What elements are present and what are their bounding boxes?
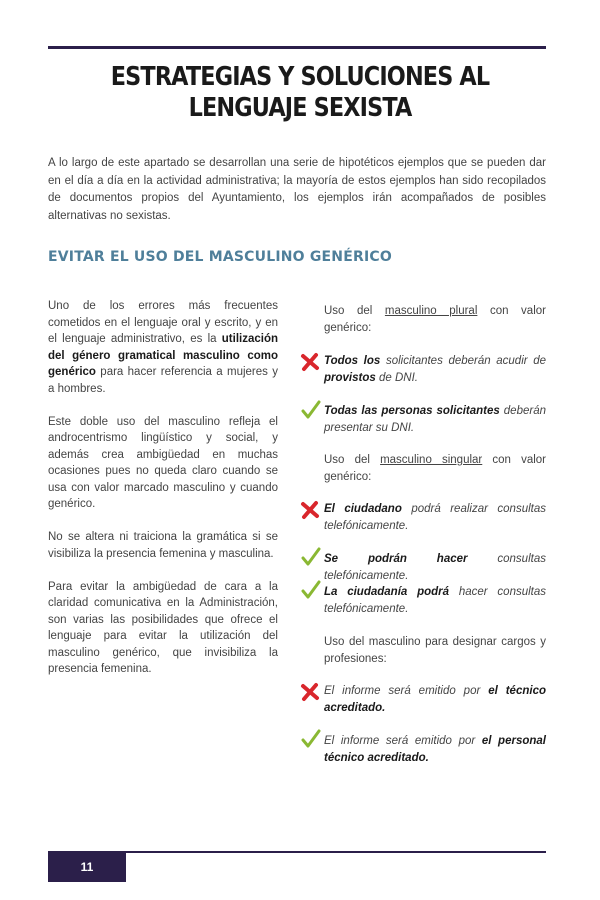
cargos-intro: Uso del masculino para designar cargos y profesiones: — [324, 636, 546, 665]
example-text: podrá realizar consultas telefónicamente. — [324, 503, 546, 532]
cross-icon — [300, 682, 320, 702]
example-incorrect-cargo — [324, 683, 546, 716]
plural-intro — [324, 303, 546, 336]
intro-text: con valor genérico: — [324, 305, 546, 334]
example-text: consultas telefónicamente. — [324, 553, 546, 582]
section-heading: EVITAR EL USO DEL MASCULINO GENÉRICO — [48, 249, 392, 265]
underlined-term: masculino singular — [380, 454, 483, 466]
bold-text: Todas las personas solicitantes — [324, 405, 500, 417]
example-incorrect-singular — [324, 501, 546, 534]
example-text: hacer consultas telefónicamente. — [324, 586, 547, 615]
paragraph-ambiguity: Para evitar la ambigüedad de cara a la claridad comunicativa en la Administración, son varias las posibilidades que ofrece el lenguaje para evitar la utilización del masculino genérico, que invisibiliza la presencia femenina. — [48, 580, 278, 675]
paragraph-text: para hacer referencia a mujeres y a hombres. — [48, 366, 278, 395]
example-text: de DNI. — [378, 371, 418, 384]
check-icon — [301, 580, 321, 600]
example-text: solicitantes deberán acudir de — [385, 355, 546, 367]
example-correct-impersonal — [324, 551, 546, 584]
example-correct-cargo — [324, 733, 546, 766]
bold-text: Todos los — [324, 355, 381, 367]
bold-text: el técnico acreditado. — [324, 685, 546, 714]
bold-text: provistos — [324, 371, 376, 384]
paragraph-double-use: Este doble uso del masculino refleja el androcentrismo lingüístico y social, y además crea ambigüedad en muchas ocasiones pues no queda claro cuando se usa con valor marcado masculino y cuando genérico. — [48, 415, 278, 510]
intro-text: Uso del — [324, 454, 370, 466]
singular-intro — [324, 452, 546, 485]
page-title: ESTRATEGIAS Y SOLUCIONES AL LENGUAJE SEXISTA — [110, 62, 490, 123]
intro-text: Uso del — [324, 305, 373, 317]
example-text: El informe será emitido por — [324, 735, 476, 747]
paragraph-errors — [48, 298, 278, 397]
intro-paragraph: A lo largo de este apartado se desarrollan una serie de hipotéticos ejemplos que se pueden dar en el día a día en la actividad administrativa; la mayoría de estos ejemplos han sido recopilados de documentos propios del Ayuntamiento, los ejemplos irán acompañados de posibles alternativas no sexistas. — [48, 157, 546, 222]
check-icon — [301, 547, 321, 567]
check-icon — [301, 400, 321, 420]
page-number: 11 — [48, 852, 126, 882]
bold-text: Se podrán hacer — [324, 553, 468, 565]
example-text: deberán presentar su DNI. — [324, 405, 546, 434]
top-rule — [48, 46, 546, 49]
check-icon — [301, 729, 321, 749]
cross-icon — [300, 352, 320, 372]
bold-text: La ciudadanía podrá — [324, 586, 450, 598]
example-text: El informe será emitido por — [324, 685, 481, 697]
intro-text: con valor genérico: — [324, 454, 547, 483]
example-correct-plural — [324, 403, 546, 436]
underlined-term: masculino plural — [384, 305, 478, 317]
paragraph-grammar: No se altera ni traiciona la gramática si se visibiliza la presencia femenina y masculina. — [48, 531, 278, 560]
left-column — [48, 298, 278, 694]
bold-text: utilización del género gramatical masculino como genérico — [48, 333, 278, 378]
example-incorrect-plural — [324, 353, 546, 386]
bold-text: El ciudadano — [324, 503, 402, 515]
bold-text: el personal técnico acreditado. — [324, 735, 546, 764]
example-correct-collective — [324, 584, 546, 617]
paragraph-text: Uno de los errores más frecuentes cometidos en el lenguaje oral y escrito, y en el lenguaje administrativo, es la — [48, 300, 278, 345]
cross-icon — [300, 500, 320, 520]
